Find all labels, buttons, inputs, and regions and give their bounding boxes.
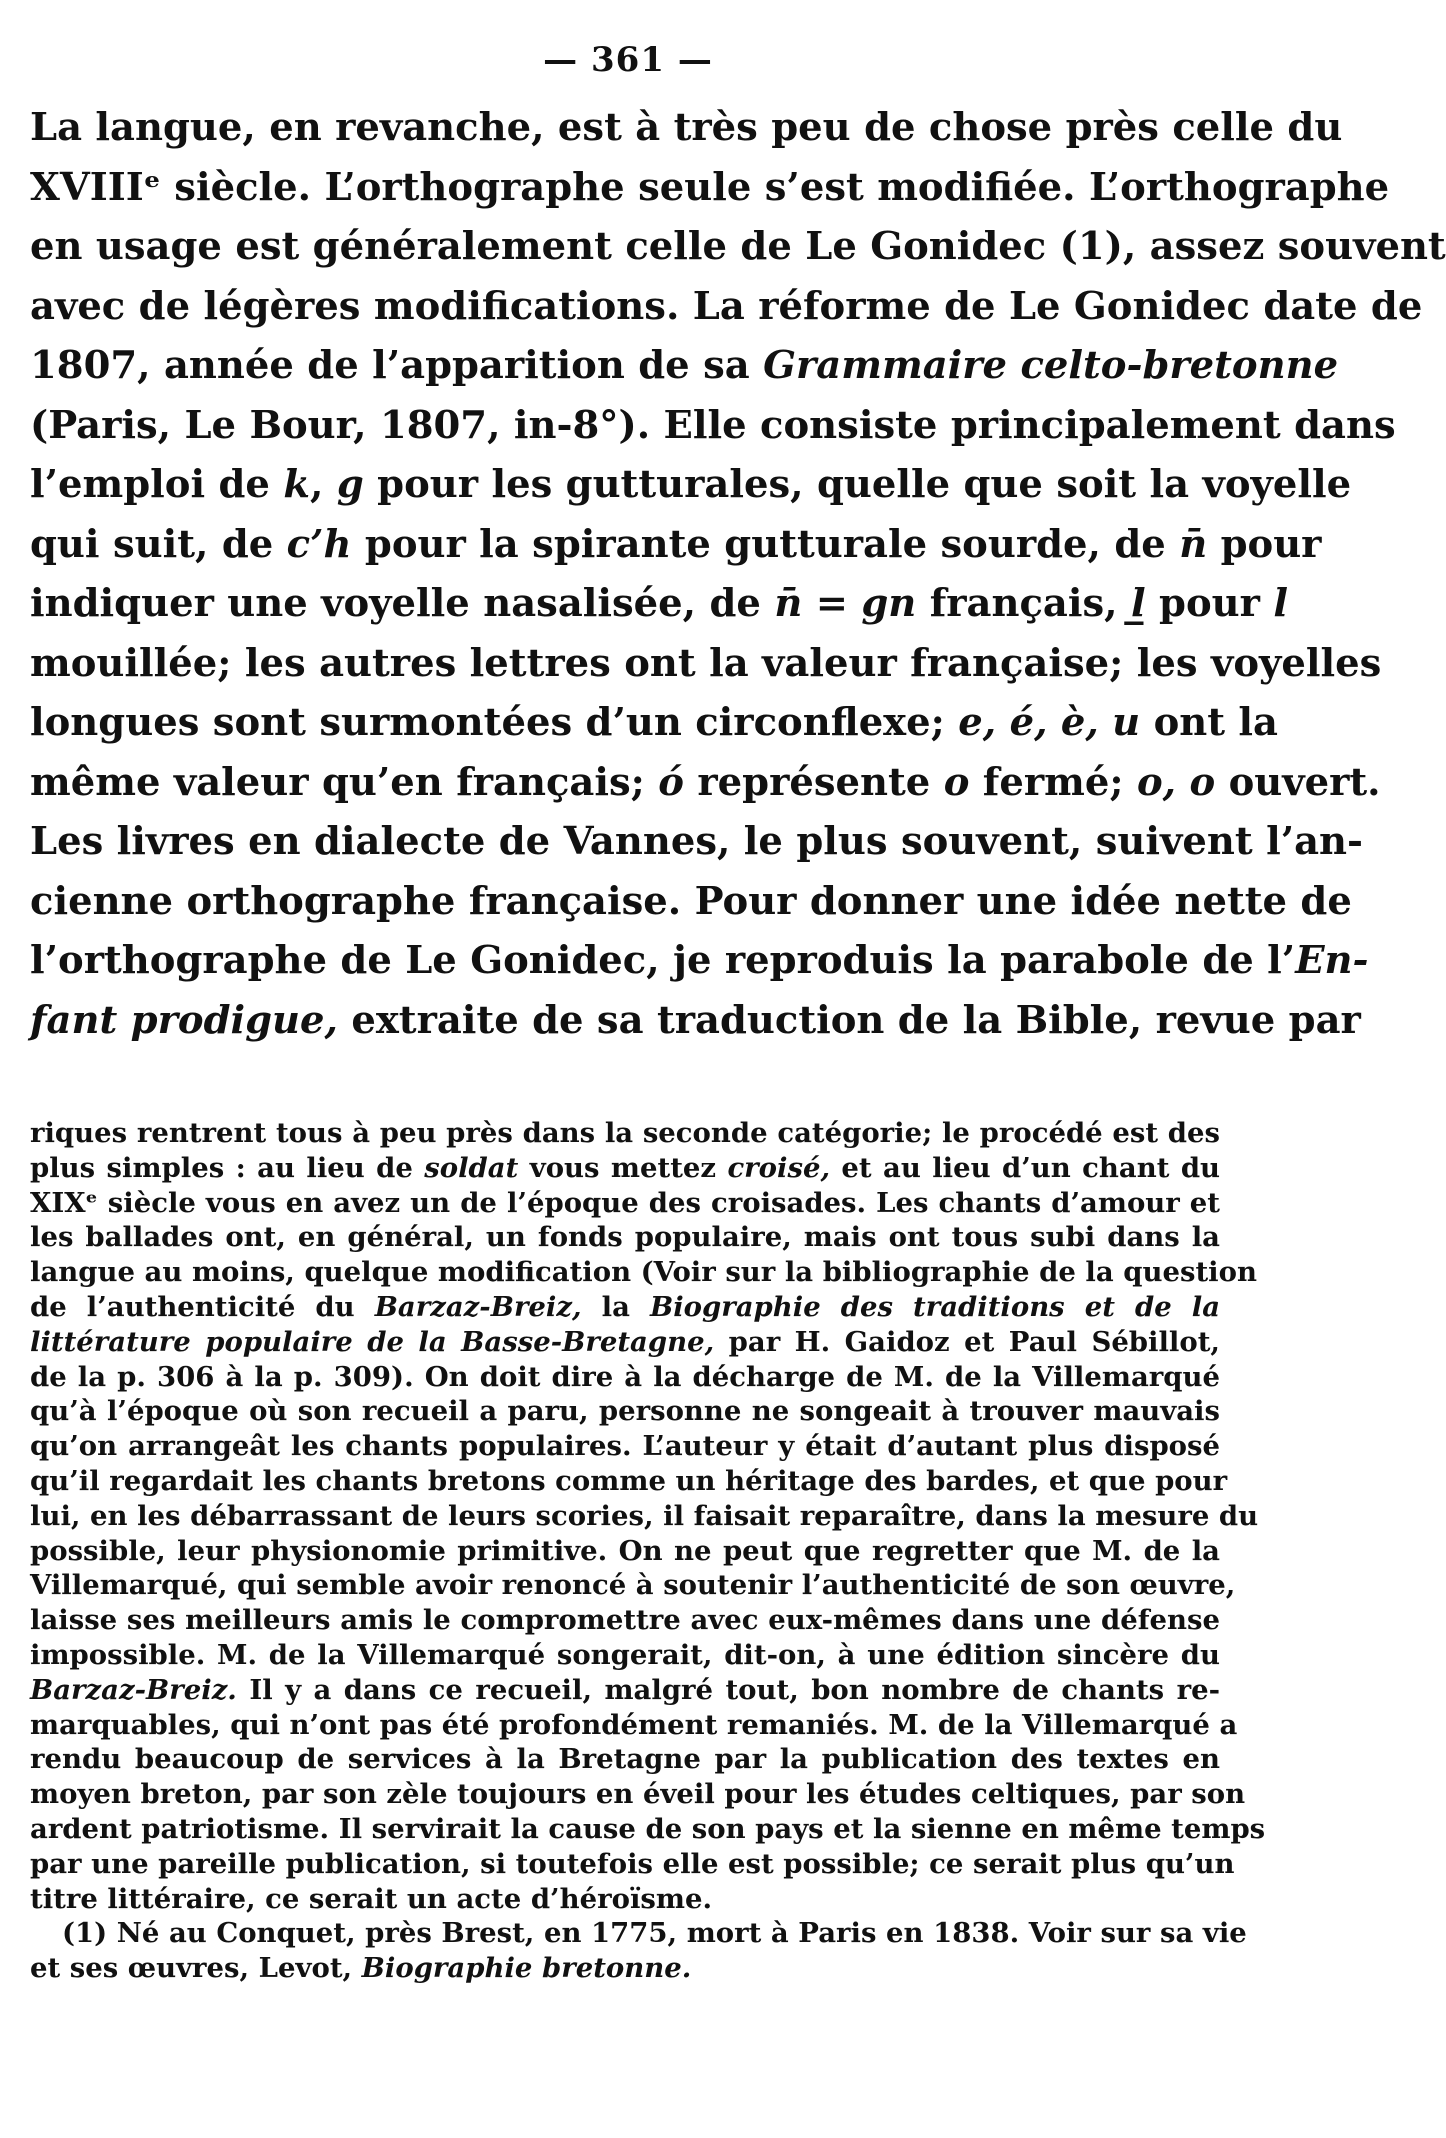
footnote-line	[30, 1847, 1235, 1882]
main-text-segment: en usage est généralement celle de Le Gonidec (1), assez souvent	[30, 224, 1446, 269]
footnote-line	[30, 1708, 1238, 1743]
footnote-segment: moyen breton, par son zèle toujours en éveil pour les études celtiques, par son	[30, 1778, 1246, 1811]
title-biographie-bretonne: Biographie bretonne.	[361, 1952, 692, 1985]
main-text-segment: pour	[1220, 521, 1322, 567]
footnote-line	[30, 1151, 1220, 1186]
footnote-segment: Villemarqué, qui semble avoir renoncé à soutenir l’authenticité de son œuvre,	[30, 1569, 1236, 1602]
main-text-segment: ouvert.	[1228, 759, 1381, 805]
footnote-segment: riques rentrent tous à peu près dans la seconde catégorie; le procédé est des	[30, 1117, 1220, 1149]
footnote-line	[30, 1325, 1220, 1360]
page-number: — 361 —	[543, 40, 713, 80]
footnote-segment: lui, en les débarrassant de leurs scories, il faisait reparaître, dans la mesure du	[30, 1499, 1259, 1532]
main-line	[30, 515, 1322, 575]
footnote-segment: vous mettez	[529, 1151, 717, 1184]
letter-g: g	[336, 462, 364, 507]
footnote-text	[30, 1116, 1266, 1986]
footnote-segment: langue au moins, quelque modification (Voir sur la bibliographie de la question	[30, 1256, 1257, 1289]
main-line	[30, 693, 1279, 753]
footnote-line	[30, 1777, 1246, 1812]
main-text	[30, 98, 1446, 1050]
title-biographie-traditions: Biographie des traditions et de la	[649, 1290, 1221, 1323]
footnote-segment: Il y a dans ce recueil, malgré tout, bon nombre de chants re-	[249, 1673, 1220, 1706]
footnote-segment: la	[601, 1290, 630, 1323]
footnote-line	[30, 1742, 1220, 1777]
footnote-line	[30, 1220, 1220, 1255]
footnote-segment: ardent patriotisme. Il servirait la cause de son pays et la sienne en même temps	[30, 1812, 1266, 1845]
main-text-segment: français,	[929, 581, 1118, 626]
main-text-segment: Les livres en dialecte de Vannes, le plus souvent, suivent l’an-	[30, 819, 1364, 864]
footnote-line	[30, 1638, 1220, 1673]
word-croise: croisé,	[727, 1151, 831, 1184]
main-line	[30, 158, 1390, 218]
footnote-line	[30, 1186, 1220, 1221]
main-line	[30, 336, 1339, 396]
main-line	[30, 396, 1396, 456]
footnote-segment: possible, leur physionomie primitive. On ne peut que regretter que M. de la	[30, 1534, 1220, 1567]
footnote-line	[30, 1673, 1220, 1708]
footnote-line	[30, 1464, 1228, 1499]
main-text-segment: (Paris, Le Bour, 1807, in-8°). Elle consiste principalement dans	[30, 402, 1396, 448]
main-text-segment: mouillée; les autres lettres ont la valeur française; les voyelles	[30, 640, 1382, 686]
main-text-segment: l’orthographe de Le Gonidec, je reproduis la parabole de l’	[30, 938, 1296, 983]
main-line: l’emploi de k, g pour les gutturales, quelle que soit la voyelle	[30, 462, 1352, 507]
footnote-segment: de l’authenticité du	[30, 1290, 355, 1323]
footnote-segment: XIXᵉ siècle vous en avez un de l’époque des croisades. Les chants d’amour et	[30, 1186, 1220, 1219]
main-line	[30, 931, 1369, 991]
letter-k: k	[283, 462, 311, 507]
footnote-line	[30, 1603, 1220, 1638]
footnote-line	[30, 1290, 1220, 1325]
footnote-segment: laisse ses meilleurs amis le compromettre avec eux-mêmes dans une défense	[30, 1604, 1220, 1637]
main-line	[30, 217, 1446, 277]
footnote-segment: qu’à l’époque où son recueil a paru, personne ne songeait à trouver mauvais	[30, 1395, 1220, 1428]
main-line	[30, 872, 1352, 932]
letter-o: o	[943, 759, 970, 805]
footnote-segment: rendu beaucoup de services à la Bretagne par la publication des textes en	[30, 1743, 1220, 1776]
main-text-segment: La langue, en revanche, est à très peu de chose près celle du	[30, 105, 1343, 150]
main-text-segment: longues sont surmontées d’un circonflexe;	[30, 700, 945, 745]
main-text-segment: représente	[697, 759, 931, 805]
footnote-segment: impossible. M. de la Villemarqué songerait, dit-on, à une édition sincère du	[30, 1638, 1220, 1671]
main-text-segment: 1807, année de l’apparition de sa	[30, 343, 750, 388]
letters-o-o: o, o	[1137, 759, 1216, 805]
footnote-line	[30, 1429, 1220, 1464]
main-line	[30, 634, 1382, 694]
footnote-line	[30, 1534, 1220, 1569]
main-line	[30, 812, 1364, 872]
footnote-line	[30, 1882, 1220, 1917]
book-title-grammaire: Grammaire celto-bretonne	[763, 343, 1339, 388]
footnote-line	[30, 1812, 1266, 1847]
footnote-line	[30, 1568, 1236, 1603]
footnote-segment: qu’il regardait les chants bretons comme un héritage des bardes, et que pour	[30, 1464, 1228, 1497]
vowels-e-u: e, é, è, u	[958, 700, 1141, 745]
main-line	[30, 753, 1381, 813]
footnote-line	[30, 1916, 1247, 1951]
letter-l-underlined: l̲	[1130, 581, 1146, 626]
title-enfant-prodigue-part2: fant prodigue,	[30, 997, 338, 1043]
footnote-segment: qu’on arrangeât les chants populaires. L’auteur y était d’autant plus disposé	[30, 1430, 1220, 1463]
main-line	[30, 574, 1288, 634]
footnote-segment: par H. Gaidoz et Paul Sébillot,	[728, 1325, 1220, 1358]
main-text-segment: extraite de sa traduction de la Bible, revue par	[351, 997, 1361, 1043]
title-litterature-populaire: littérature populaire de la Basse-Bretagne,	[30, 1325, 715, 1358]
title-barzaz-breiz: Barzaz-Breiz,	[374, 1290, 582, 1323]
main-text-segment: ont la	[1153, 700, 1279, 745]
footnote-segment: plus simples : au lieu de	[30, 1151, 413, 1184]
main-text-segment: indiquer une voyelle nasalisée, de	[30, 581, 761, 626]
footnote-line	[30, 1951, 1220, 1986]
main-line	[30, 277, 1423, 337]
title-barzaz-breiz: Barzaz-Breiz.	[30, 1673, 237, 1706]
main-text-segment: l’emploi de	[30, 462, 270, 507]
letter-ch: c’h	[286, 521, 352, 567]
letter-n-tilde: n̄	[1179, 521, 1208, 567]
footnote-line	[30, 1394, 1220, 1429]
main-text-segment: fermé;	[982, 759, 1124, 805]
footnote-segment: et au lieu d’un chant du	[841, 1151, 1221, 1184]
letter-gn: n̄ = gn	[774, 581, 917, 626]
footnote-segment: les ballades ont, en général, un fonds populaire, mais ont tous subi dans la	[30, 1221, 1220, 1254]
main-line	[30, 991, 1361, 1051]
main-line	[30, 98, 1343, 158]
footnote-segment: de la p. 306 à la p. 309). On doit dire à la décharge de M. de la Villemarqué	[30, 1360, 1220, 1393]
title-enfant-prodigue-part1: En-	[1295, 938, 1369, 983]
main-text-segment: même valeur qu’en français;	[30, 759, 645, 805]
word-soldat: soldat	[424, 1151, 519, 1184]
main-text-segment: XVIIIᵉ siècle. L’orthographe seule s’est modifiée. L’orthographe	[30, 164, 1390, 210]
footnote-line	[30, 1499, 1259, 1534]
letter-o-acute: ó	[658, 759, 684, 805]
main-text-segment: qui suit, de	[30, 521, 274, 567]
footnote-segment: titre littéraire, ce serait un acte d’héroïsme.	[30, 1882, 713, 1915]
footnote-segment: (1) Né au Conquet, près Brest, en 1775, mort à Paris en 1838. Voir sur sa vie	[62, 1917, 1247, 1950]
footnote-line	[30, 1360, 1220, 1395]
letter-l: l	[1273, 581, 1288, 626]
footnote-segment: marquables, qui n’ont pas été profondément remaniés. M. de la Villemarqué a	[30, 1708, 1238, 1741]
footnote-line	[30, 1255, 1257, 1290]
main-text-segment: pour les gutturales, quelle que soit la voyelle	[377, 462, 1352, 507]
main-text-segment: avec de légères modifications. La réforme de Le Gonidec date de	[30, 283, 1423, 329]
footnote-segment: par une pareille publication, si toutefois elle est possible; ce serait plus qu’un	[30, 1847, 1235, 1880]
main-text-segment: pour la spirante gutturale sourde, de	[364, 521, 1166, 567]
main-text-segment: pour	[1159, 581, 1260, 626]
footnote-segment: et ses œuvres, Levot,	[30, 1952, 353, 1985]
main-text-segment: cienne orthographe française. Pour donner une idée nette de	[30, 878, 1352, 924]
footnote-line	[30, 1116, 1220, 1151]
